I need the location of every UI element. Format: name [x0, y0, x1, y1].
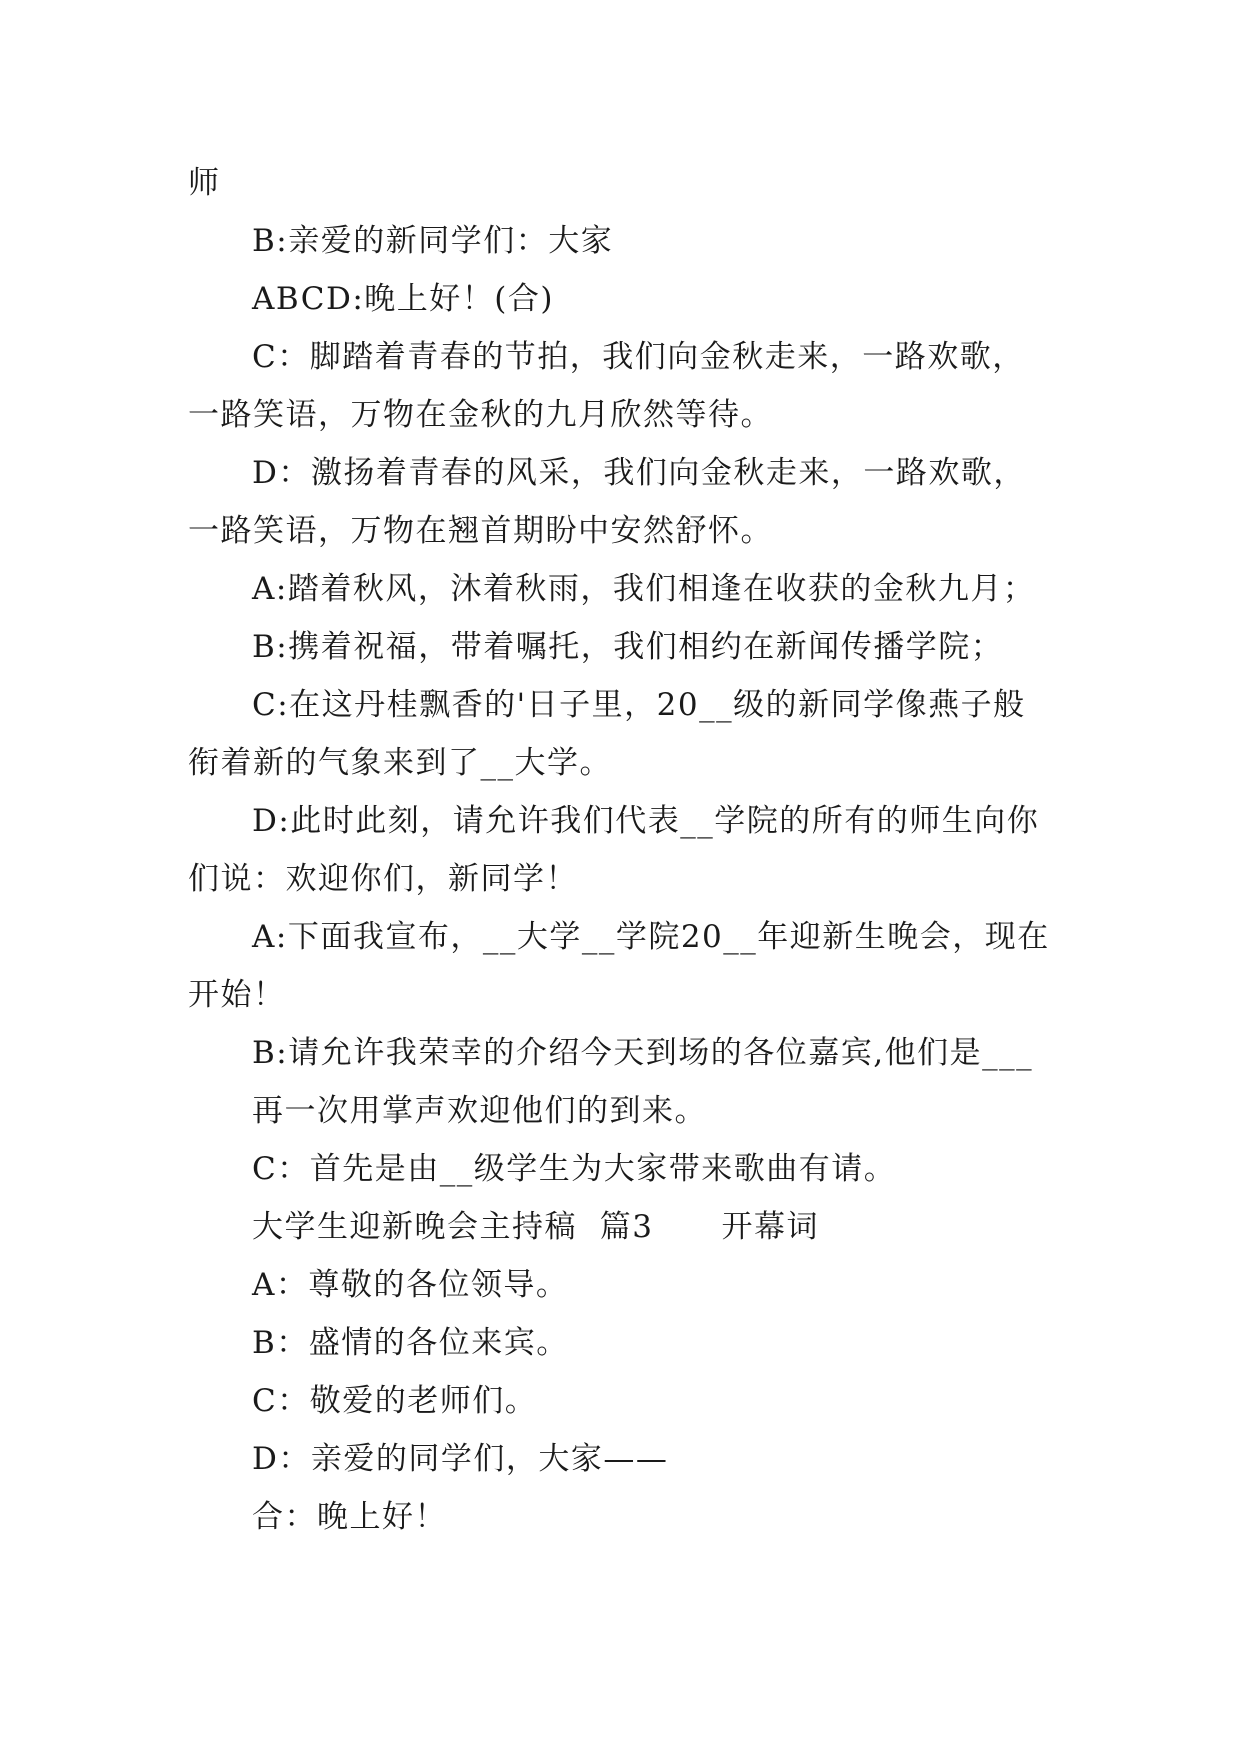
text-line: D:此时此刻，请允许我们代表__学院的所有的师生向你: [252, 803, 1040, 839]
text-line: 开始！: [188, 977, 286, 1013]
text-line: A:踏着秋风，沐着秋雨，我们相逢在收获的金秋九月；: [252, 571, 1036, 607]
text-line: 们说：欢迎你们，新同学！: [188, 861, 578, 897]
text-line: 一路笑语，万物在金秋的九月欣然等待。: [188, 397, 773, 433]
text-line: 衔着新的气象来到了__大学。: [188, 745, 612, 781]
text-line: B:请允许我荣幸的介绍今天到场的各位嘉宾,他们是___: [252, 1035, 1034, 1071]
text-line: A:下面我宣布，__大学__学院20__年迎新生晚会，现在: [252, 919, 1050, 955]
text-line: ABCD:晚上好！(合): [252, 281, 554, 317]
text-line: C：敬爱的老师们。: [252, 1383, 538, 1419]
text-line: A：尊敬的各位领导。: [252, 1267, 569, 1303]
text-line: C：脚踏着青春的节拍，我们向金秋走来，一路欢歌，: [252, 339, 1025, 375]
text-line: 师: [188, 165, 221, 201]
section-heading: 大学生迎新晚会主持稿 篇3 开幕词: [252, 1209, 820, 1245]
text-line: B:亲爱的新同学们：大家: [252, 223, 614, 259]
text-line: D：激扬着青春的风采，我们向金秋走来，一路欢歌，: [252, 455, 1026, 491]
text-line: C:在这丹桂飘香的'日子里，20__级的新同学像燕子般: [252, 687, 1026, 723]
text-line: 一路笑语，万物在翘首期盼中安然舒怀。: [188, 513, 773, 549]
text-line: 再一次用掌声欢迎他们的到来。: [252, 1093, 707, 1129]
text-line: 合：晚上好！: [252, 1499, 447, 1535]
text-line: B：盛情的各位来宾。: [252, 1325, 569, 1361]
text-line: D：亲爱的同学们，大家——: [252, 1441, 669, 1477]
text-line: B:携着祝福，带着嘱托，我们相约在新闻传播学院；: [252, 629, 1004, 665]
text-line: C：首先是由__级学生为大家带来歌曲有请。: [252, 1151, 897, 1187]
